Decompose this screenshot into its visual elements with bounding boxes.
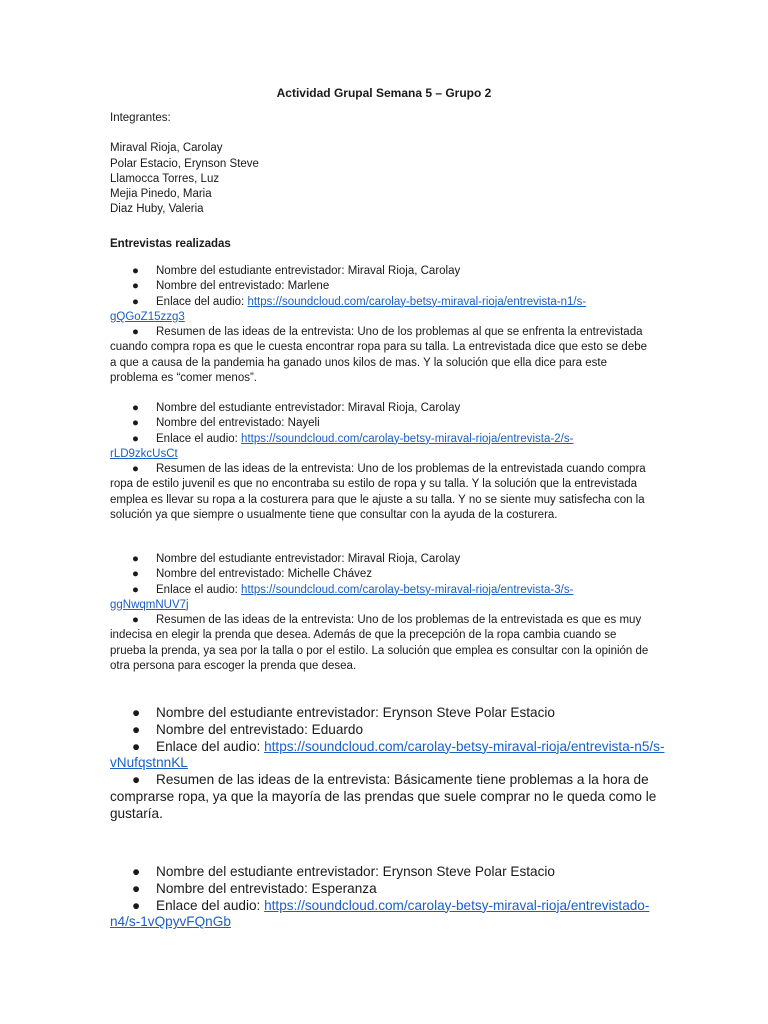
- bullet-icon: ●: [132, 897, 141, 913]
- bullet-icon: ●: [132, 280, 139, 293]
- interviewee-item: ● Nombre del entrevistado: Michelle Chávez: [110, 567, 655, 582]
- bullet-icon: ●: [132, 772, 141, 788]
- member-name: Llamocca Torres, Luz: [110, 172, 220, 185]
- bullet-icon: ●: [132, 463, 139, 476]
- summary-item: ● Resumen de las ideas de la entrevista: Uno de los problemas de la entrevistada es que es muy indecisa en elegir la prenda que desea. Además de que la precepción de la ropa cambia cuando se prueba la prenda, ya sea por la talla o por el estilo. La solución que emplea es consultar con la opinión de otra persona para escoger la prenda que desea.: [110, 614, 649, 673]
- interview-entry: [110, 552, 655, 674]
- audio-link[interactable]: https://soundcloud.com/carolay-betsy-miraval-rioja/entrevista-3/s-: [241, 583, 574, 596]
- member-name: Polar Estacio, Erynson Steve: [110, 157, 259, 170]
- interviewer-item: ● Nombre del estudiante entrevistador: Erynson Steve Polar Estacio: [132, 864, 555, 879]
- bullet-icon: ●: [132, 568, 139, 581]
- interviewer-item: ● Nombre del estudiante entrevistador: Erynson Steve Polar Estacio: [132, 705, 555, 720]
- bullet-icon: ●: [132, 432, 139, 445]
- audio-link-item: ● Enlace del audio: https://soundcloud.com/carolay-betsy-miraval-rioja/entrevista-n1/s-: [110, 295, 655, 310]
- bullet-icon: ●: [132, 265, 139, 277]
- interviewee-item: ● Nombre del entrevistado: Eduardo: [132, 721, 364, 737]
- bullet-icon: ●: [132, 614, 139, 627]
- summary-item: ● Resumen de las ideas de la entrevista: Uno de los problemas de la entrevistada cuando compra ropa de estilo juvenil es que no encontraba su estilo de ropa y su talla. Y la solución que la entrevistada emplea es llevar su ropa a la costurera para que le ajuste a su talla. Y no se siente muy satisfecha con la solución ya que siempre o usualmente tiene que consultar con la ayuda de la costurera.: [110, 463, 646, 522]
- audio-link-item: ● Enlace del audio: https://soundcloud.com/carolay-betsy-miraval-rioja/entrevistado-: [132, 897, 650, 913]
- audio-link[interactable]: https://soundcloud.com/carolay-betsy-miraval-rioja/entrevista-n1/s-: [247, 295, 587, 308]
- audio-link[interactable]: https://soundcloud.com/carolay-betsy-miraval-rioja/entrevista-2/s-: [241, 432, 574, 445]
- interview-entry: [110, 864, 670, 931]
- member-name: Diaz Huby, Valeria: [110, 203, 204, 216]
- bullet-icon: ●: [132, 738, 141, 754]
- audio-link-item: ● Enlace del audio: https://soundcloud.com/carolay-betsy-miraval-rioja/entrevista-n5/s-: [132, 738, 665, 754]
- members-section: [110, 111, 655, 218]
- audio-link-continuation[interactable]: gQGoZ15zzg3: [110, 310, 185, 323]
- audio-link-continuation[interactable]: n4/s-1vQpyvFQnGb: [110, 914, 231, 930]
- interview-entry: [110, 264, 655, 386]
- summary-item: ● Resumen de las ideas de la entrevista: Básicamente tiene problemas a la hora de comprarse ropa, ya que la mayoría de las prendas que suele comprar no le queda como le gustaría.: [110, 772, 657, 821]
- interviewer-item: ● Nombre del estudiante entrevistador: Miraval Rioja, Carolay: [110, 401, 655, 416]
- interviews-heading: Entrevistas realizadas: [110, 238, 231, 250]
- bullet-icon: ●: [132, 864, 141, 879]
- bullet-icon: ●: [132, 553, 139, 565]
- bullet-icon: ●: [132, 880, 141, 896]
- bullet-icon: ●: [132, 721, 141, 737]
- summary-item: ● Resumen de las ideas de la entrevista: Uno de los problemas al que se enfrenta la entrevistada cuando compra ropa es que le cuesta encontrar ropa para su talla. La entrevistada dice que esto se debe a que a causa de la pandemia ha ganado unos kilos de mas. Y la solución que ella dice para este problema es “comer menos”.: [110, 326, 648, 385]
- bullet-icon: ●: [132, 295, 139, 308]
- interviewee-item: ● Nombre del entrevistado: Marlene: [110, 279, 655, 294]
- document-title: Actividad Grupal Semana 5 – Grupo 2: [276, 86, 492, 100]
- audio-link[interactable]: https://soundcloud.com/carolay-betsy-miraval-rioja/entrevista-n5/s-: [264, 738, 665, 754]
- audio-link-continuation[interactable]: vNufqstnnKL: [110, 755, 188, 771]
- audio-link-continuation[interactable]: ggNwqmNUV7j: [110, 598, 189, 611]
- audio-link-continuation[interactable]: rLD9zkcUsCt: [110, 447, 178, 460]
- bullet-icon: ●: [132, 417, 139, 430]
- interviewee-item: ● Nombre del entrevistado: Esperanza: [132, 880, 377, 896]
- interview-entry: [110, 705, 670, 823]
- interviewer-item: ● Nombre del estudiante entrevistador: Miraval Rioja, Carolay: [110, 552, 655, 567]
- audio-link-item: ● Enlace el audio: https://soundcloud.com/carolay-betsy-miraval-rioja/entrevista-3/s-: [110, 583, 655, 598]
- bullet-icon: ●: [132, 705, 141, 720]
- audio-link[interactable]: https://soundcloud.com/carolay-betsy-miraval-rioja/entrevistado-: [264, 897, 650, 913]
- bullet-icon: ●: [132, 583, 139, 596]
- member-name: Miraval Rioja, Carolay: [110, 142, 223, 155]
- interview-entry: [110, 401, 655, 523]
- bullet-icon: ●: [132, 326, 139, 339]
- interviewee-item: ● Nombre del entrevistado: Nayeli: [110, 416, 655, 431]
- member-name: Mejia Pinedo, Maria: [110, 188, 212, 201]
- bullet-icon: ●: [132, 402, 139, 414]
- members-label: Integrantes:: [110, 112, 171, 124]
- interviewer-item: ● Nombre del estudiante entrevistador: Miraval Rioja, Carolay: [110, 264, 655, 279]
- audio-link-item: ● Enlace el audio: https://soundcloud.com/carolay-betsy-miraval-rioja/entrevista-2/s-: [110, 432, 655, 447]
